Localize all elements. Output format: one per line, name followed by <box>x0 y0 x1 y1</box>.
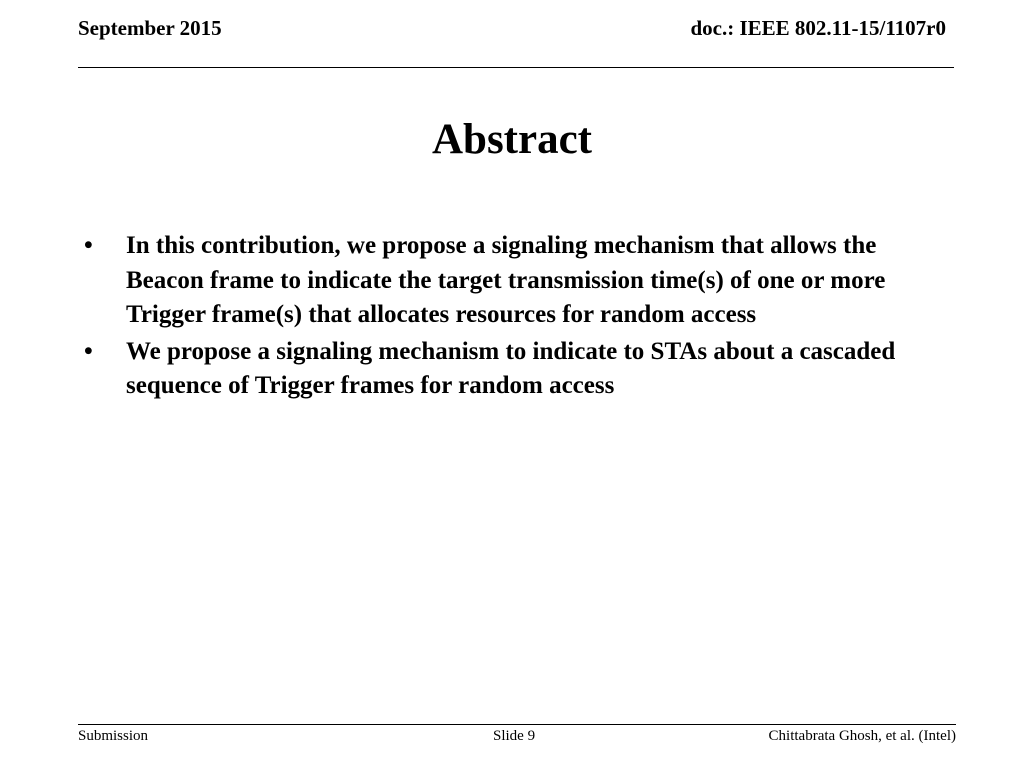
footer-slide-number: Slide 9 <box>493 728 536 744</box>
bullet-item: • We propose a signaling mechanism to indicate to STAs about a cascaded sequence of Trigger frames for random access <box>84 335 954 404</box>
header-date: September 2015 <box>78 16 222 40</box>
footer-divider <box>78 724 956 725</box>
footer-author: Chittabrata Ghosh, et al. (Intel) <box>768 728 956 744</box>
bullet-item: • In this contribution, we propose a signaling mechanism that allows the Beacon frame to indicate the target transmission time(s) of one or more Trigger frame(s) that allocates resources for random access <box>84 229 954 333</box>
header-divider <box>78 67 954 68</box>
slide-title: Abstract <box>431 116 592 163</box>
footer-submission: Submission <box>78 728 149 744</box>
bullet-list <box>84 229 954 406</box>
bullet-icon: • <box>84 337 93 365</box>
header-doc-id: doc.: IEEE 802.11-15/1107r0 <box>690 16 946 40</box>
bullet-icon: • <box>84 232 93 259</box>
